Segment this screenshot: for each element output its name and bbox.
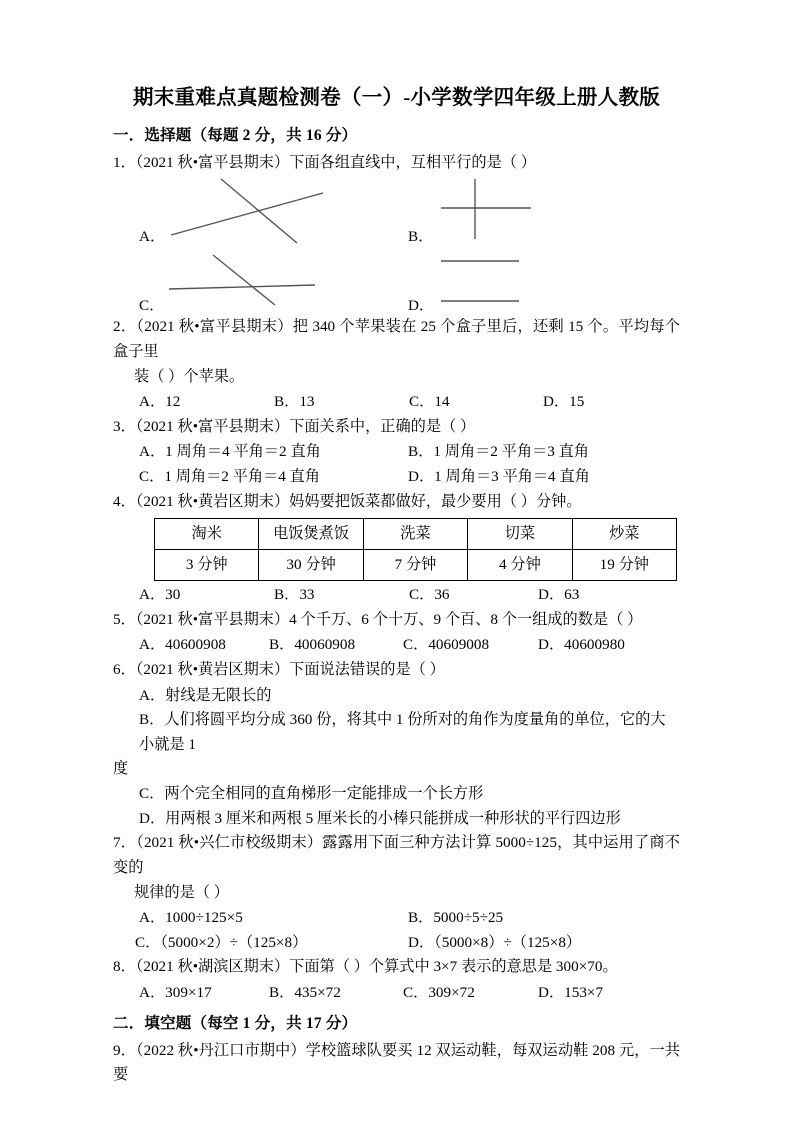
figure-two-intersecting-oblique-lines: [163, 177, 353, 245]
question-2-option-d[interactable]: D．15: [543, 393, 585, 411]
question-7-text: 7．（2021 秋•兴仁市校级期末）露露用下面三种方法计算 5000÷125，其中运用了商不变的: [113, 834, 680, 876]
question-9-text: 9．（2022 秋•丹江口市期中）学校篮球队要买 12 双运动鞋，每双运动鞋 208 元，一共要: [113, 1041, 680, 1084]
question-3-stem: [113, 415, 680, 440]
question-1-text: 1．（2021 秋•富平县期末）下面各组直线中，互相平行的是（ ）: [113, 153, 536, 171]
table-cell-task-5: 炒菜: [572, 519, 676, 550]
question-5-options: [113, 633, 680, 658]
question-8-stem: [113, 955, 680, 980]
table-cell-task-3: 洗菜: [363, 519, 467, 550]
table-cell-task-2: 电饭煲煮饭: [259, 519, 363, 550]
question-2-text-cont: 装（ ）个苹果。: [134, 367, 245, 385]
question-1-option-c-label: C．: [139, 297, 165, 315]
page-content: [113, 86, 680, 1089]
question-1-option-b-label: B．: [408, 228, 434, 246]
question-2-options: [113, 390, 680, 415]
question-7-text-cont: 规律的是（ ）: [134, 883, 229, 901]
question-8-option-c[interactable]: C．309×72: [403, 984, 475, 1002]
question-2-option-a[interactable]: A．12: [139, 393, 181, 411]
cooking-schedule-table: [154, 518, 677, 581]
question-4-option-a[interactable]: A．30: [139, 586, 181, 604]
table-row-headers: [155, 519, 677, 550]
question-3-options-row-1: [113, 440, 680, 465]
question-2-stem: [113, 315, 680, 389]
figure-perpendicular-cross-lines: [433, 177, 623, 245]
section-heading-choice: 一．选择题（每题 2 分，共 16 分）: [113, 126, 358, 144]
question-3-option-d[interactable]: D．1 周角＝3 平角＝4 直角: [408, 467, 590, 485]
table-cell-time-2: 30 分钟: [259, 550, 363, 581]
question-7-option-b[interactable]: B．5000÷5÷25: [408, 909, 504, 927]
question-6-option-b-overflow: 度: [113, 760, 129, 778]
table-cell-task-4: 切菜: [468, 519, 572, 550]
question-7-options-row-2: [113, 931, 680, 956]
table-cell-time-4: 4 分钟: [468, 550, 572, 581]
question-7-option-a[interactable]: A．1000÷125×5: [139, 909, 243, 927]
question-7-stem: [113, 831, 680, 905]
question-1-figures: [113, 177, 680, 315]
question-6-stem: [113, 658, 680, 683]
figure-two-parallel-horizontal-lines: [433, 253, 623, 309]
question-1-option-a-label: A．: [139, 228, 166, 246]
question-5-option-c[interactable]: C．40609008: [403, 636, 490, 654]
question-1-stem: [113, 151, 680, 176]
question-5-option-d[interactable]: D．40600980: [538, 636, 625, 654]
table-cell-time-3: 7 分钟: [363, 550, 467, 581]
question-8-option-a[interactable]: A．309×17: [139, 984, 212, 1002]
question-3-text: 3．（2021 秋•富平县期末）下面关系中，正确的是（ ）: [113, 417, 476, 435]
question-6-option-d[interactable]: D．用两根 3 厘米和两根 5 厘米长的小棒只能拼成一种形状的平行四边形: [139, 809, 621, 827]
question-5-stem: [113, 608, 680, 633]
question-3-option-a[interactable]: A．1 周角＝4 平角＝2 直角: [139, 443, 321, 461]
question-7-option-d[interactable]: D．（5000×8）÷（125×8）: [408, 933, 582, 951]
question-7-options-row-1: [113, 906, 680, 931]
question-9-stem: [113, 1039, 680, 1088]
question-3-options-row-2: [113, 465, 680, 490]
question-3-option-c[interactable]: C．1 周角＝2 平角＝4 直角: [139, 467, 320, 485]
question-8-options: [113, 981, 680, 1006]
question-3-option-b[interactable]: B．1 周角＝2 平角＝3 直角: [408, 443, 589, 461]
question-2-option-c[interactable]: C．14: [409, 393, 450, 411]
question-4-table-wrap: [113, 518, 680, 581]
question-6-option-a[interactable]: A．射线是无限长的: [139, 686, 272, 704]
question-4-stem: [113, 490, 680, 515]
question-5-text: 5．（2021 秋•富平县期末）4 个千万、6 个十万、9 个百、8 个一组成的数是（ ）: [113, 610, 643, 628]
figure-intersecting-horizontal-and-oblique-lines: [163, 253, 353, 309]
question-8-option-b[interactable]: B．435×72: [269, 984, 341, 1002]
question-6-option-c[interactable]: C．两个完全相同的直角梯形一定能排成一个长方形: [139, 785, 484, 803]
question-4-option-d[interactable]: D．63: [538, 586, 580, 604]
table-cell-time-1: 3 分钟: [155, 550, 259, 581]
question-8-text: 8．（2021 秋•湖滨区期末）下面第（ ）个算式中 3×7 表示的意思是 300×70。: [113, 958, 618, 976]
table-cell-task-1: 淘米: [155, 519, 259, 550]
question-5-option-a[interactable]: A．40600908: [139, 636, 226, 654]
question-1-option-d-label: D．: [408, 297, 435, 315]
question-6-text: 6．（2021 秋•黄岩区期末）下面说法错误的是（ ）: [113, 660, 445, 678]
question-6-option-b[interactable]: [113, 708, 680, 782]
question-4-option-b[interactable]: B．33: [274, 586, 315, 604]
question-5-option-b[interactable]: B．40060908: [269, 636, 356, 654]
table-row-values: [155, 550, 677, 581]
question-6-option-b-text: B．人们将圆平均分成 360 份，将其中 1 份所对的角作为度量角的单位，它的大小就是 1: [139, 711, 666, 753]
page-title: 期末重难点真题检测卷（一）-小学数学四年级上册人教版: [132, 87, 661, 109]
question-8-option-d[interactable]: D．153×7: [538, 984, 604, 1002]
table-cell-time-5: 19 分钟: [572, 550, 676, 581]
question-4-text: 4．（2021 秋•黄岩区期末）妈妈要把饭菜都做好，最少要用（ ）分钟。: [113, 492, 582, 510]
question-2-option-b[interactable]: B．13: [274, 393, 315, 411]
question-4-option-c[interactable]: C．36: [409, 586, 450, 604]
question-7-option-c[interactable]: C．（5000×2）÷（125×8）: [135, 933, 308, 951]
question-4-options: [113, 583, 680, 608]
section-heading-fill-blank: 二．填空题（每空 1 分，共 17 分）: [113, 1014, 358, 1032]
question-2-text: 2．（2021 秋•富平县期末）把 340 个苹果装在 25 个盒子里后，还剩 15 个。平均每个盒子里: [113, 318, 680, 360]
